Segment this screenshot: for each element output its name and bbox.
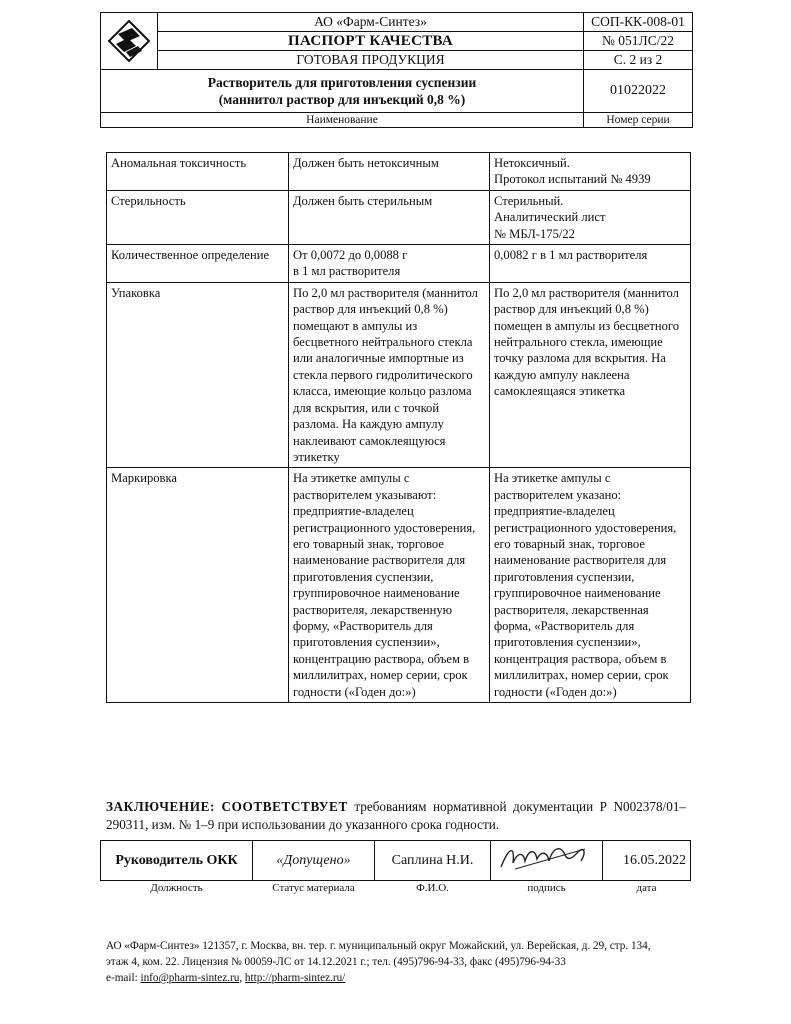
footer-license: этаж 4, ком. 22. Лицензия № 00059-ЛС от 14.12.2021 г.; тел. (495)796-94-33, факс (495)796-94-33 [106,956,566,968]
company-footer [106,938,696,986]
company-name: АО «Фарм-Синтез» [158,13,584,32]
caption-name: Ф.И.О. [375,881,491,896]
signoff-date: 16.05.2022 [603,841,691,881]
table-row [107,190,691,244]
page-label: С. 2 из 2 [584,51,693,70]
conclusion-text: требованиям нормативной документации Р N002378/01–290311, изм. № 1–9 при использовании до указанного срока годности. [106,799,687,832]
requirement-cell: Должен быть нетоксичным [288,153,489,191]
conclusion [106,798,686,834]
name-caption: Наименование [101,113,584,128]
caption-status: Статус материала [253,881,375,896]
doc-title: ПАСПОРТ КАЧЕСТВА [158,32,584,51]
website-link[interactable]: http://pharm-sintez.ru/ [244,972,346,984]
param-cell: Стерильность [107,190,289,244]
conclusion-label: ЗАКЛЮЧЕНИЕ: [106,799,215,814]
product-name-line1: Растворитель для приготовления суспензии [207,75,477,90]
signoff-name: Саплина Н.И. [375,841,491,881]
caption-date: дата [603,881,691,896]
logo-cell [101,13,158,70]
result-cell: По 2,0 мл растворителя (маннитол раствор для инъекций 0,8 %) помещен в ампулы из бесцветного нейтрального стекла, имеющие точку разлома для вскрытия. На каждую ампулу наклеена самоклеящаяся этикетка [489,282,690,467]
result-cell: На этикетке ампулы с растворителем указано: предприятие-владелец регистрационного удостоверения, его товарный знак, торговое наименование растворителя для приготовления суспензии, группировочное наименование растворителя, лекарственная форма, «Растворитель для приготовления суспензии», концентрация раствора, объем в миллилитрах, номер серии, срок годности («Годен до:») [489,468,690,703]
result-cell: Стерильный. Аналитический лист № МБЛ-175/22 [489,190,690,244]
conclusion-verdict: СООТВЕТСТВУЕТ [221,799,348,814]
document-header [100,12,693,128]
param-cell: Аномальная токсичность [107,153,289,191]
table-row [107,153,691,191]
requirement-cell: Должен быть стерильным [288,190,489,244]
table-row [107,245,691,283]
result-cell: Нетоксичный. Протокол испытаний № 4939 [489,153,690,191]
signoff-position: Руководитель ОКК [101,841,253,881]
param-cell: Количественное определение [107,245,289,283]
passport-number: № 051ЛС/22 [584,32,693,51]
doc-code: СОП-КК-008-01 [584,13,693,32]
table-row [107,282,691,467]
requirement-cell: На этикетке ампулы с растворителем указывают: предприятие-владелец регистрационного удостоверения, его товарный знак, торговое наименование растворителя для приготовления суспензии, группировочное наименование растворителя, лекарственную форму, «Растворитель для приготовления суспензии», концентрацию раствора, объем в миллилитрах, номер серии, срок годности («Годен до:») [288,468,489,703]
caption-position: Должность [101,881,253,896]
signoff-table [100,840,691,895]
result-cell: 0,0082 г в 1 мл растворителя [489,245,690,283]
footer-address: АО «Фарм-Синтез» 121357, г. Москва, вн. тер. г. муниципальный округ Можайский, ул. Верейская, д. 29, стр. 134, [106,940,651,952]
table-row [107,468,691,703]
requirement-cell: От 0,0072 до 0,0088 г в 1 мл растворителя [288,245,489,283]
param-cell: Маркировка [107,468,289,703]
test-results-table [106,152,691,703]
handwritten-signature-icon [495,841,595,875]
batch-caption: Номер серии [584,113,693,128]
param-cell: Упаковка [107,282,289,467]
signature [491,841,603,881]
pharm-sintez-logo-icon [106,18,152,64]
footer-contacts: e-mail: info@pharm-sintez.ru, http://pharm-sintez.ru/ [106,972,346,984]
signoff-status: «Допущено» [253,841,375,881]
email-link[interactable]: info@pharm-sintez.ru [140,972,240,984]
batch-number: 01022022 [584,70,693,113]
product-name [101,70,584,113]
product-name-line2: (маннитол раствор для инъекций 0,8 %) [218,92,466,107]
product-category: ГОТОВАЯ ПРОДУКЦИЯ [158,51,584,70]
requirement-cell: По 2,0 мл растворителя (маннитол раствор для инъекций 0,8 %) помещают в ампулы из бесцветного нейтрального стекла или аналогичные импортные из стекла первого гидролитического класса, имеющие кольцо разлома для вскрытия, или с точкой разлома. На каждую ампулу наклеивают самоклеящуюся этикетку [288,282,489,467]
caption-signature: подпись [491,881,603,896]
email-label: e-mail: [106,972,138,984]
